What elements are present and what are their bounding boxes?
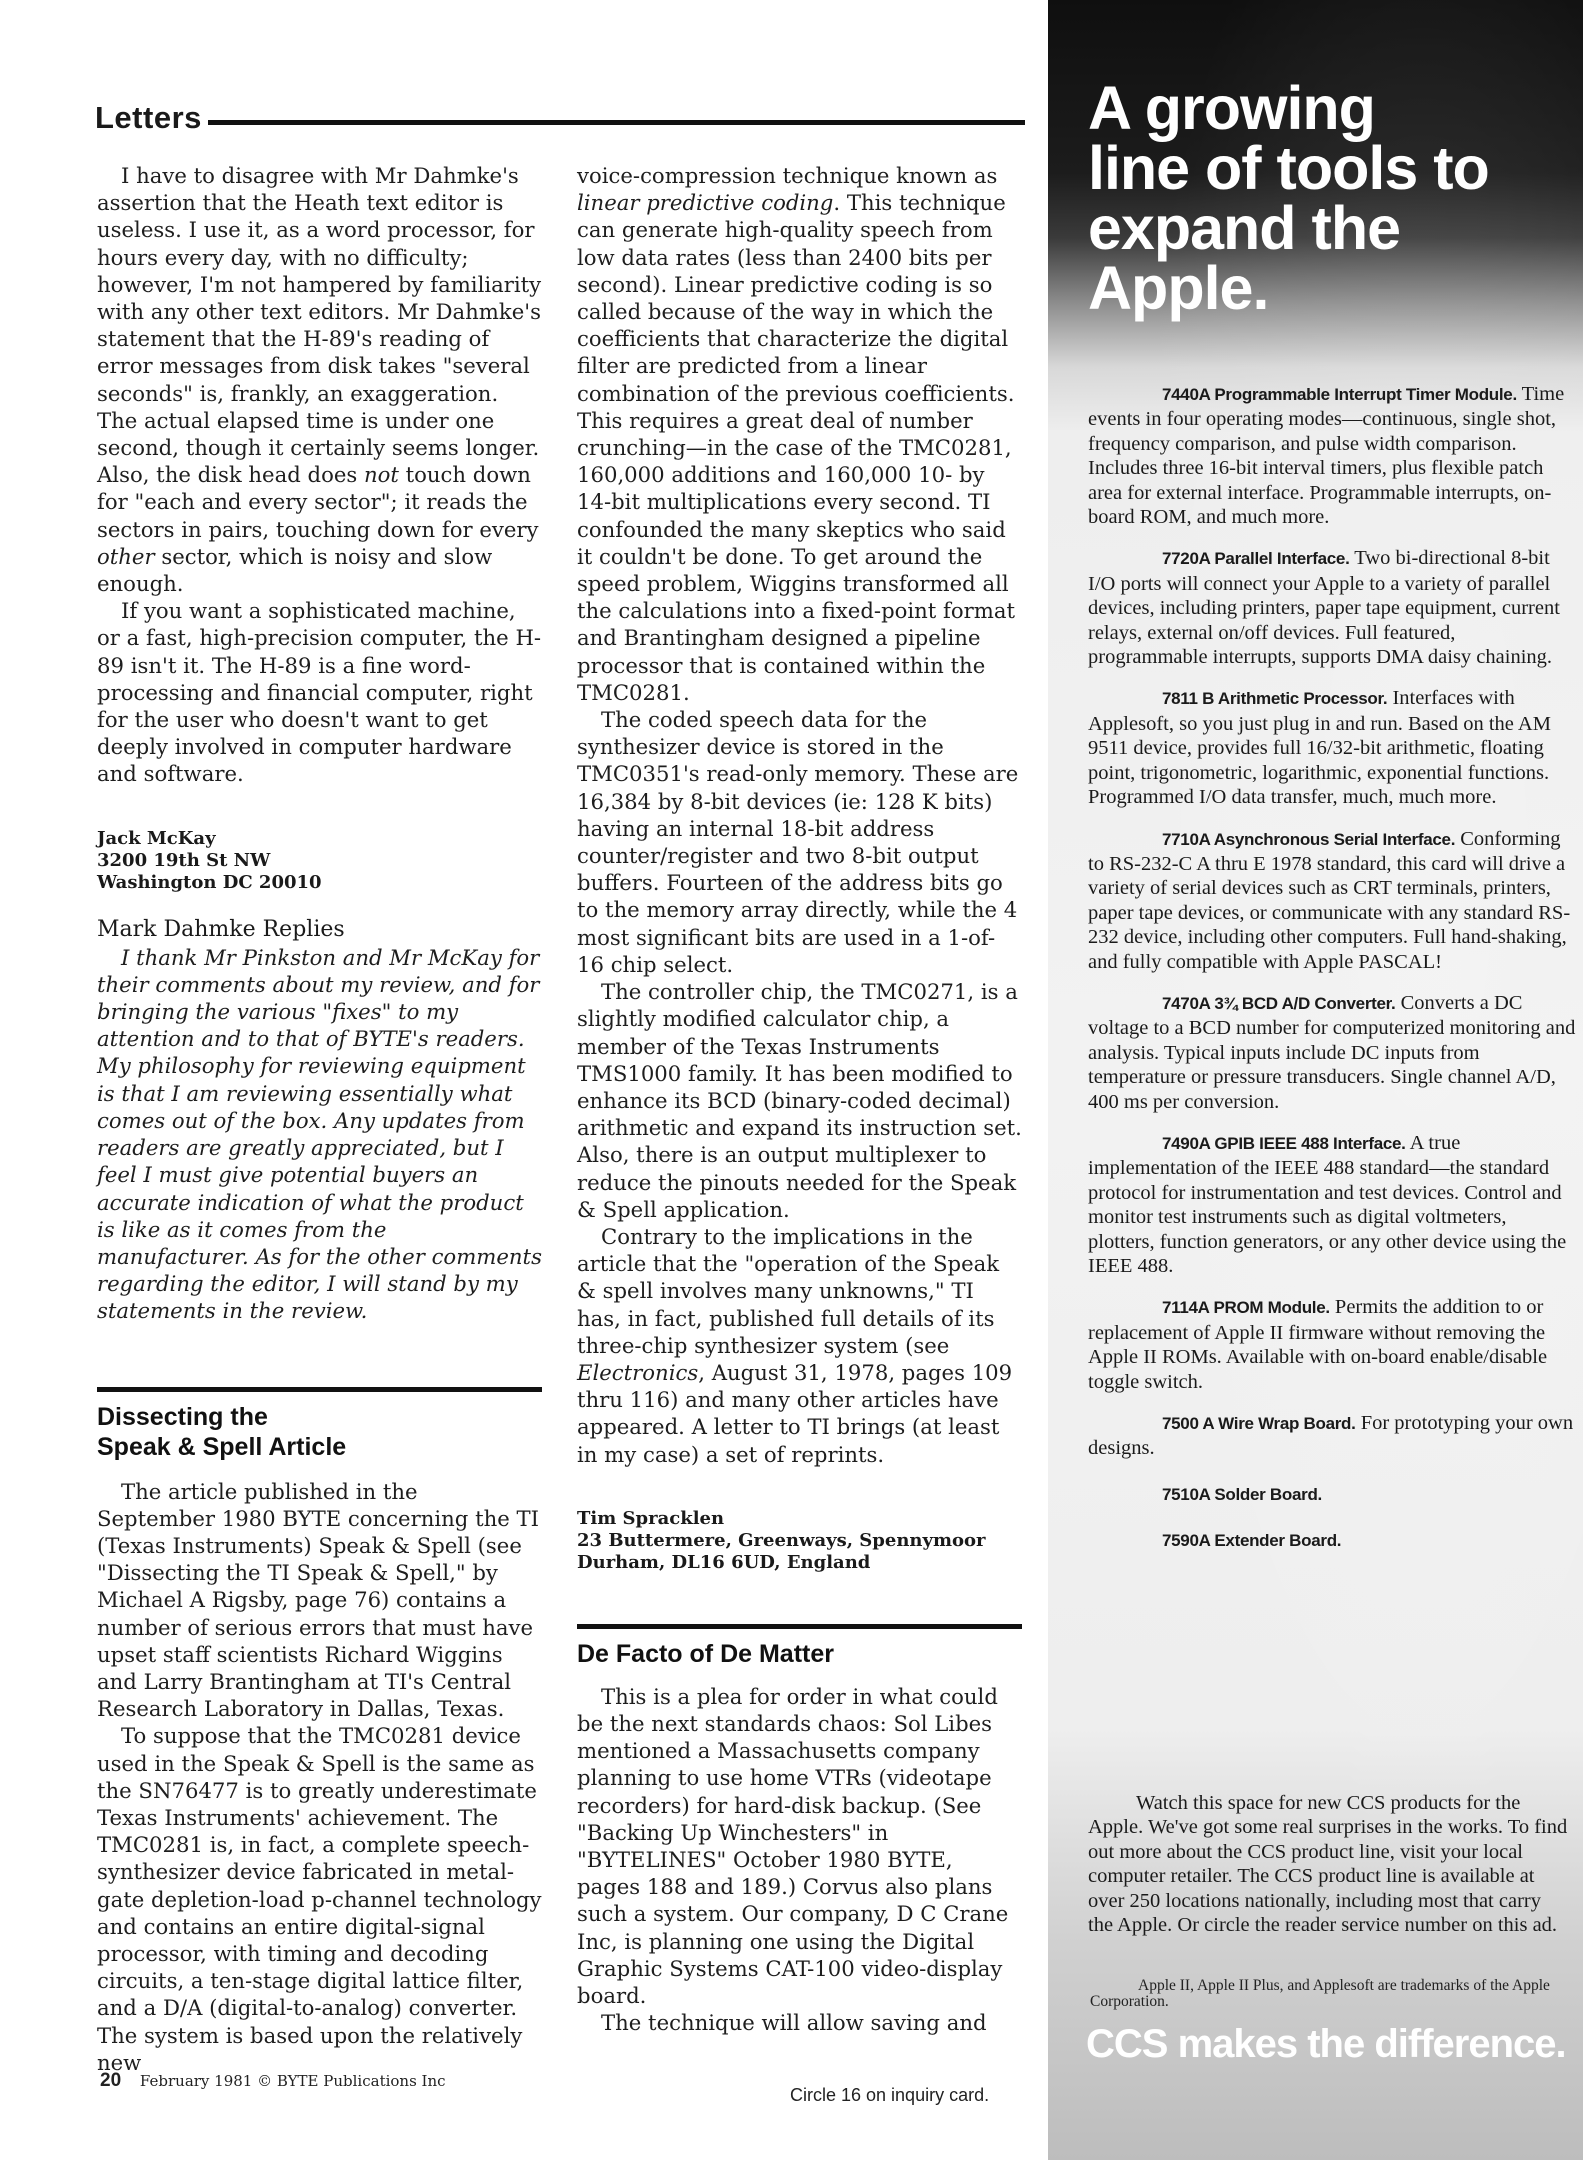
paragraph: voice-compression technique known as linear predictive coding. This technique can generate high-quality speech from low data rates (less than 2400 bits per second). Linear predictive coding is so called because of the way in which the coefficients that characterize the digital filter are predicted from a linear combination of the previous coefficients. This requires a great deal of number crunching—in the case of the TMC0281, 160,000 additions and 160,000 10- by 14-bit multiplications every second. TI confounded the many skeptics who said it couldn't be done. To get around the speed problem, Wiggins transformed all the calculations into a fixed-point format and Brantingham designed a pipeline processor that is contained within the TMC0281. bbox=[577, 163, 1016, 705]
product-item bbox=[1088, 1482, 1578, 1507]
footer-credit: February 1981 © BYTE Publications Inc bbox=[139, 2072, 446, 2090]
product-name: 7490A GPIB IEEE 488 Interface. bbox=[1162, 1133, 1406, 1153]
reply-text bbox=[97, 944, 542, 1325]
product-item bbox=[1088, 1411, 1578, 1461]
paragraph: I thank Mr Pinkston and Mr McKay for their comments about my review, and for bringing the various "fixes" to my attention and to that of BYTE's readers. My philosophy for reviewing equipment is that I am reviewing essentially what comes out of the box. Any updates from readers are greatly appreciated, but I feel I must give potential buyers an accurate indication of what the product is like as it comes from the manufacturer. As for the other comments regarding the editor, I will stand by my statements in the review. bbox=[97, 944, 542, 1324]
product-name: 7710A Asynchronous Serial Interface. bbox=[1162, 829, 1456, 849]
paragraph: The article published in the September 1980 BYTE concerning the TI (Texas Instruments) Speak & Spell (see "Dissecting the TI Speak & Spell," by Michael A Rigsby, page 76) contains a number of serious errors that must have upset staff scientists Richard Wiggins and Larry Brantingham at TI's Central Research Laboratory in Dallas, Texas. bbox=[97, 1478, 539, 1722]
product-description: Converts a DC voltage to a BCD number for computerized monitoring and analysis. Typical inputs include DC inputs from temperature or pressure transducers. Single channel A/D, 400 ms per conversion. bbox=[1088, 991, 1576, 1113]
box-heading-de-facto bbox=[577, 1624, 1022, 1669]
speak-spell-continued bbox=[577, 162, 1022, 1468]
reply-block bbox=[97, 916, 542, 1325]
paragraph: This is a plea for order in what could be the next standards chaos: Sol Libes mentioned a Massachusetts company planning to use home VTRs (videotape recorders) for hard-disk backup. (See "Backing Up Winchesters" in "BYTELINES" October 1980 BYTE, pages 188 and 189.) Corvus also plans such a system. Our company, D C Crane Inc, is planning one using the Digital Graphic Systems CAT-100 video-display board. bbox=[577, 1683, 1009, 2008]
ad-slogan: CCS makes the difference. bbox=[1086, 2022, 1566, 2066]
signature-city: Durham, DL16 6UD, England bbox=[577, 1551, 871, 1573]
product-item bbox=[1088, 1295, 1578, 1394]
product-name: 7470A 3¾ BCD A/D Converter. bbox=[1162, 993, 1396, 1013]
letter-mckay bbox=[97, 162, 542, 788]
page-number: 20 bbox=[100, 2070, 122, 2091]
product-item bbox=[1088, 1528, 1578, 1553]
product-description: Conforming to RS-232-C A thru E 1978 standard, this card will drive a variety of serial devices such as CRT terminals, printers, paper tape devices, or communicate with any standard RS-232 device, including other computers. Full hand-shaking, and fully compatible with Apple PASCAL! bbox=[1088, 827, 1571, 973]
ad-headline bbox=[1088, 74, 1583, 322]
ad-body-text: Watch this space for new CCS products for the Apple. We've got some real surprises in the works. To find out more about the CCS product line, visit your local computer retailer. The CCS product line is available at over 250 locations nationally, including most that carry the Apple. Or circle the reader service number on this ad. bbox=[1088, 1791, 1568, 1936]
section-rule bbox=[95, 120, 1025, 125]
box-heading-line: De Facto of De Matter bbox=[577, 1639, 834, 1668]
paragraph: If you want a sophisticated machine, or a fast, high-precision computer, the H-89 isn't it. The H-89 is a fine word-processing and financial computer, right for the user who doesn't want to get deeply involved in computer hardware and software. bbox=[97, 598, 542, 787]
speak-spell-letter bbox=[97, 1478, 542, 2076]
product-item bbox=[1088, 991, 1578, 1114]
product-item bbox=[1088, 686, 1578, 809]
inquiry-note: Circle 16 on inquiry card. bbox=[790, 2085, 990, 2105]
column-2 bbox=[577, 162, 1022, 2036]
paragraph: The coded speech data for the synthesizer device is stored in the TMC0351's read-only memory. These are 16,384 by 8-bit devices (ie: 128 K bits) having an internal 18-bit address counter/register and two 8-bit output buffers. Fourteen of the address bits go to the memory array directly, while the 4 most significant bits are used in a 1-of-16 chip select. bbox=[577, 707, 1019, 977]
signature-name: Tim Spracklen bbox=[577, 1507, 725, 1529]
product-name: 7811 B Arithmetic Processor. bbox=[1162, 689, 1388, 709]
ad-headline-line: expand the Apple. bbox=[1088, 194, 1401, 322]
product-item bbox=[1088, 382, 1578, 529]
paragraph: Contrary to the implications in the article that the "operation of the Speak & spell involves many unknowns," TI has, in fact, published full details of its three-chip synthesizer system (see Electronics, August 31, 1978, pages 109 thru 116) and many other articles have appeared. A letter to TI brings (at least in my case) a set of reprints. bbox=[577, 1223, 1013, 1467]
product-description: A true implementation of the IEEE 488 standard—the standard protocol for instrumentation and test devices. Control and monitor test instruments such as digital voltmeters, plotters, function generators, or any other device using the IEEE 488. bbox=[1088, 1131, 1567, 1277]
signature-city: Washington DC 20010 bbox=[97, 871, 322, 893]
product-item bbox=[1088, 827, 1578, 974]
product-name: 7440A Programmable Interrupt Timer Module. bbox=[1162, 385, 1517, 404]
product-description: Interfaces with Applesoft, so you just plug in and run. Based on the AM 9511 device, provides full 16/32-bit arithmetic, floating point, trigonometric, logarithmic, exponential functions. Programmed I/O data transfer, much, much more. bbox=[1088, 687, 1551, 809]
product-name: 7510A Solder Board. bbox=[1162, 1484, 1322, 1504]
paragraph: The technique will allow saving and bbox=[601, 2010, 987, 2036]
box-heading-line: Speak & Spell Article bbox=[97, 1432, 347, 1461]
reply-heading: Mark Dahmke Replies bbox=[97, 916, 345, 942]
signature-name: Jack McKay bbox=[97, 827, 216, 849]
product-description: Permits the addition to or replacement of Apple II firmware without removing the Apple II ROMs. Available with on-board enable/disable toggle switch. bbox=[1088, 1296, 1548, 1393]
signature-mckay bbox=[97, 828, 542, 894]
signature-address: 3200 19th St NW bbox=[97, 849, 271, 871]
product-name: 7500 A Wire Wrap Board. bbox=[1162, 1414, 1356, 1434]
page-footer bbox=[100, 2070, 446, 2092]
product-description: Two bi-directional 8-bit I/O ports will connect your Apple to a variety of parallel devices, including printers, paper tape equipment, current relays, external on/off devices. Full featured, programmable interrupts, supports DMA daisy chaining. bbox=[1088, 547, 1560, 669]
ccs-advertisement bbox=[1048, 0, 1583, 2160]
trademark-notice: Apple II, Apple II Plus, and Applesoft are trademarks of the Apple Corporation. bbox=[1090, 1976, 1550, 2010]
paragraph: I have to disagree with Mr Dahmke's assertion that the Heath text editor is useless. I use it, as a word processor, for hours every day, with no difficulty; however, I'm not hampered by familiarity with any other text editors. Mr Dahmke's statement that the H-89's reading of error messages from disk takes "several seconds" is, frankly, an exaggeration. The actual elapsed time is under one second, though it certainly seems longer. Also, the disk head does not touch down for "each and every sector"; it reads the sectors in pairs, touching down for every other sector, which is noisy and slow enough. bbox=[97, 163, 542, 597]
section-header bbox=[95, 100, 1025, 140]
product-item bbox=[1088, 1131, 1578, 1278]
product-description: For prototyping your own designs. bbox=[1088, 1412, 1574, 1460]
de-facto-letter bbox=[577, 1683, 1022, 2037]
product-name: 7590A Extender Board. bbox=[1162, 1531, 1342, 1551]
signature-address: 23 Buttermere, Greenways, Spennymoor bbox=[577, 1529, 986, 1551]
column-1 bbox=[97, 162, 542, 2076]
section-title: Letters bbox=[95, 100, 208, 136]
ad-headline-line: A growing bbox=[1088, 74, 1375, 142]
product-list bbox=[1088, 382, 1578, 1575]
paragraph: The controller chip, the TMC0271, is a slightly modified calculator chip, a member of the Texas Instruments TMS1000 family. It has been modified to enhance its BCD (binary-coded decimal) arithmetic and expand its instruction set. Also, there is an output multiplexer to reduce the pinouts needed for the Speak & Spell application. bbox=[577, 979, 1022, 1222]
signature-spracklen bbox=[577, 1508, 1022, 1574]
product-item bbox=[1088, 546, 1578, 669]
paragraph: To suppose that the TMC0281 device used in the Speak & Spell is the same as the SN76477 is to greatly underestimate Texas Instruments' achievement. The TMC0281 is, in fact, a complete speech-synthesizer device fabricated in metal-gate depletion-load p-channel technology and contains an entire digital-signal processor, with timing and decoding circuits, a ten-stage digital lattice filter, and a D/A (digital-to-analog) converter. The system is based upon the relatively new bbox=[97, 1723, 542, 2075]
ad-headline-line: line of tools to bbox=[1088, 134, 1489, 202]
product-description: Time events in four operating modes—continuous, single shot, frequency comparison, and pulse width comparison. Includes three 16-bit interval timers, plus flexible patch area for external interface. Programmable interrupts, on-board ROM, and much more. bbox=[1088, 383, 1565, 529]
product-name: 7114A PROM Module. bbox=[1162, 1298, 1330, 1318]
box-heading-speak-spell bbox=[97, 1387, 542, 1462]
box-heading-line: Dissecting the bbox=[97, 1402, 268, 1431]
product-name: 7720A Parallel Interface. bbox=[1162, 549, 1350, 569]
